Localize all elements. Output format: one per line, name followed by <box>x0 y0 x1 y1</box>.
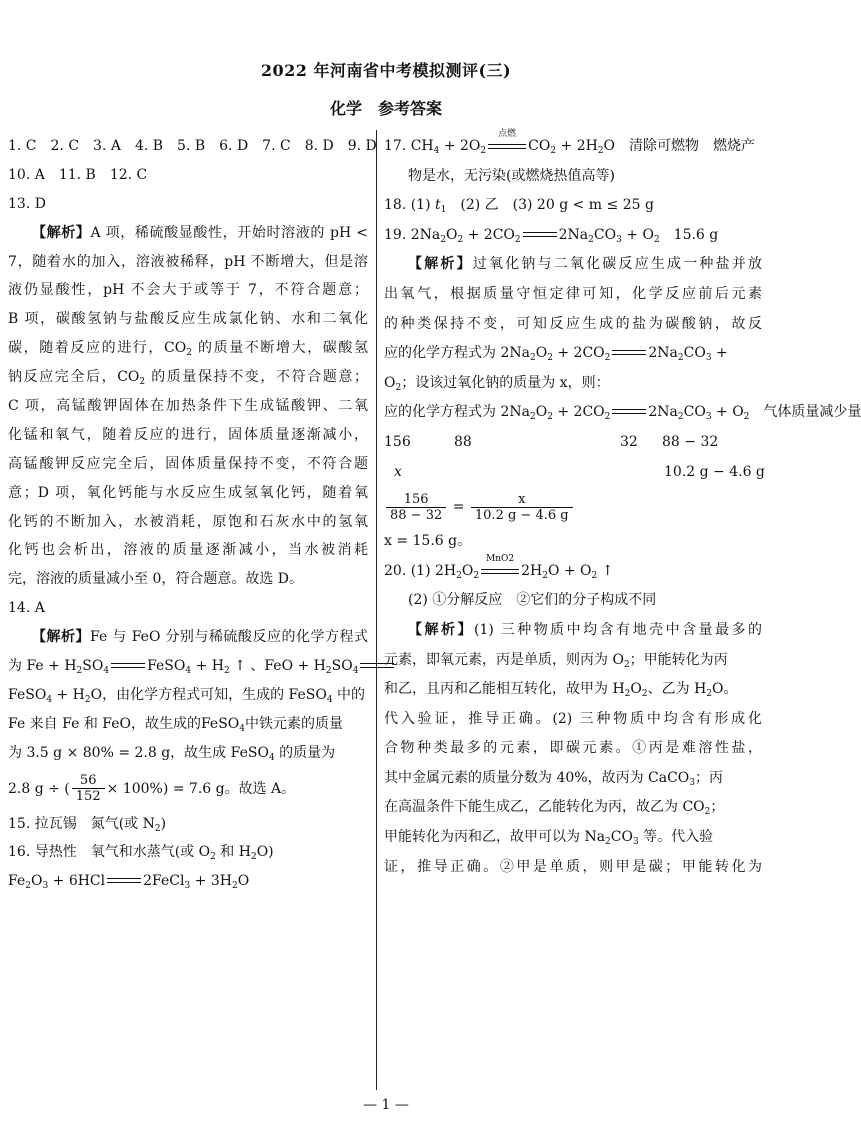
q13-analysis-line: 【解析】A 项，稀硫酸显酸性，开始时溶液的 pH < <box>32 224 368 241</box>
q13-analysis-line: B 项，碳酸氢钠与盐酸反应生成氯化钠、水和二氧化 <box>8 311 368 328</box>
q20-analysis-line: 和乙，且丙和乙能相互转化，故甲为 $H_2O_2$、乙为 $H_2O$。 <box>384 681 738 700</box>
answer-18: 18. (1) $t_1$ (2) 乙 (3) 20 g < m ≤ 25 g <box>384 197 654 216</box>
q13-analysis-line: C 项，高锰酸钾固体在加热条件下生成锰酸钾、二氧 <box>8 398 368 415</box>
page-subtitle: 化学 参考答案 <box>329 99 442 118</box>
q19-proportion: $\frac{156}{88 - 32}$ = $\frac{x}{10.2 g - 4.6 g}$ <box>384 487 762 527</box>
reaction-arrow <box>612 407 646 417</box>
fraction: $\frac{x}{10.2 g - 4.6 g}$ <box>471 492 573 523</box>
q14-analysis-line: 为 $Fe + H_2SO_4$ FeSO$_4$ + $H_2$ ↑ 、FeO + $H_2SO_4$ <box>8 652 368 681</box>
q14-analysis-line: 2.8 g ÷ ( $\frac{56}{152}$ × 100%) = 7.6 g。故选 A。 <box>8 773 296 805</box>
q19-stoich-values: x 10.2 g − 4.6 g <box>394 463 765 480</box>
q13-analysis-line: 意；D 项，氧化钙能与水反应生成氢氧化钙，随着氧 <box>8 484 368 501</box>
q13-analysis-line: 钠反应完全后，$CO_2$ 的质量保持不变，不符合题意； <box>8 369 368 388</box>
q19-equation-line: 应的化学方程式为 $2Na_2O_2 + 2CO_2$ $2Na_2CO_3 + O_2$ 气体质量减少量 <box>384 404 861 423</box>
answer-15: 15. 拉瓦锡 氮气(或 $N_2$) <box>8 815 167 834</box>
q20-analysis-line: 在高温条件下能生成乙，乙能转化为丙，故乙为 $CO_2$； <box>384 799 725 818</box>
answer-20-1: 20. (1) $2H_2O_2$ MnO2 $2H_2O + O_2$ ↑ <box>384 553 614 581</box>
answer-16: 16. 导热性 氧气和水蒸气(或 $O_2$ 和 $H_2O$) <box>8 844 274 863</box>
q20-analysis-line: 证，推导正确。②甲是单质，则甲是碳；甲能转化为 <box>384 858 762 875</box>
q19-analysis-line: 应的化学方程式为 $2Na_2O_2 + 2CO_2$ $2Na_2CO_3$ + <box>384 345 728 364</box>
left-column <box>8 132 377 896</box>
q19-analysis-line: 的种类保持不变，可知反应生成的盐为碳酸钠，故反 <box>384 315 762 332</box>
analysis-tag: 【解析】 <box>408 621 474 638</box>
reaction-arrow <box>612 348 646 358</box>
answer-17-line: 物是水，无污染(或燃烧热值高等) <box>408 167 615 184</box>
right-column <box>384 129 861 882</box>
q20-analysis-line: 元素，即氧元素，丙是单质，则丙为 $O_2$；甲能转化为丙 <box>384 651 728 670</box>
answers-10-12: 10. A 11. B 12. C <box>8 166 148 183</box>
q14-analysis-line: 为 3.5 g × 80% = 2.8 g，故生成 FeSO$_4$ 的质量为 <box>8 744 336 763</box>
q20-analysis-line: 代入验证，推导正确。(2) 三种物质中均含有形成化 <box>384 710 762 727</box>
q13-analysis-line: 化锰和氧气，随着反应的进行，固体质量逐渐减小， <box>8 426 368 443</box>
analysis-tag: 【解析】 <box>32 224 91 241</box>
q19-analysis-line: 出氧气，根据质量守恒定律可知，化学反应前后元素 <box>384 285 762 302</box>
q13-analysis-line: 化钙的不断加入，水被消耗，原饱和石灰水中的氢氧 <box>8 513 368 530</box>
q20-analysis-line: 合物种类最多的元素，即碳元素。①丙是难溶性盐， <box>384 740 762 757</box>
answer-20-2: (2) ①分解反应 ②它们的分子构成不同 <box>408 592 657 609</box>
column-divider <box>376 130 377 1090</box>
answers-1-9: 1. C 2. C 3. A 4. B 5. B 6. D 7. C 8. D 9. D <box>8 138 377 154</box>
answer-19: 19. $2Na_2O_2 + 2CO_2$ $2Na_2CO_3 + O_2$ 15.6 g <box>384 226 719 245</box>
q13-analysis-line: 化钙也会析出，溶液的质量逐渐减小，当水被消耗 <box>8 542 368 559</box>
analysis-tag: 【解析】 <box>32 629 91 646</box>
q14-analysis-line: FeSO$_4$ + $H_2O$，由化学方程式可知，生成的 FeSO$_4$ 中的 <box>8 686 366 705</box>
page-title: 2022 年河南省中考模拟测评(三) <box>260 61 512 80</box>
q13-analysis-line: 液仍显酸性，pH 不会大于或等于 7，不符合题意； <box>8 282 368 299</box>
q20-analysis-line: 【解析】(1) 三种物质中均含有地壳中含量最多的 <box>408 621 763 638</box>
reaction-arrow <box>111 661 145 671</box>
reaction-arrow <box>107 876 141 886</box>
page-number: — 1 — <box>363 1097 409 1113</box>
q19-result: x = 15.6 g。 <box>384 533 472 550</box>
q14-analysis-line: Fe 来自 Fe 和 FeO，故生成的FeSO$_4$中铁元素的质量 <box>8 715 344 734</box>
q13-analysis-line: 碳，随着反应的进行，$CO_2$ 的质量不断增大，碳酸氢 <box>8 340 368 359</box>
reaction-arrow-condition: 点燃 <box>488 141 526 151</box>
fraction: $\frac{156}{88 - 32}$ <box>386 492 446 523</box>
q20-analysis-line: 甲能转化为丙和乙，故甲可以为 $Na_2CO_3$ 等。代入验 <box>384 829 714 848</box>
reaction-arrow <box>523 230 557 240</box>
q19-stoich-ratios: 156 88 32 88 − 32 <box>384 433 719 450</box>
answer-13: 13. D <box>8 195 46 212</box>
q13-analysis-line: 7，随着水的加入，溶液被稀释，pH 不断增大，但是溶 <box>8 253 368 270</box>
q19-analysis-line: 【解析】过氧化钠与二氧化碳反应生成一种盐并放 <box>408 256 763 273</box>
fraction: $\frac{56}{152}$ <box>72 773 105 804</box>
answer-16-equation: $Fe_2O_3 + 6HCl$ 2FeCl$_3$ + $3H_2O$ <box>8 873 250 892</box>
answer-17: 17. $CH_4 + 2O_2$ 点燃 $CO_2 + 2H_2O$ 清除可燃物 燃烧产 <box>384 129 756 156</box>
q20-analysis-line: 其中金属元素的质量分数为 40%，故丙为 CaCO$_3$；丙 <box>384 769 723 788</box>
q14-analysis-line: 【解析】Fe 与 FeO 分别与稀硫酸反应的化学方程式 <box>32 629 369 646</box>
reaction-arrow-condition: MnO2 <box>481 566 519 576</box>
q19-analysis-line: $O_2$；设该过氧化钠的质量为 x，则： <box>384 374 610 393</box>
q13-analysis-line: 完，溶液的质量减小至 0，符合题意。故选 D。 <box>8 571 304 588</box>
answer-14: 14. A <box>8 600 45 617</box>
analysis-tag: 【解析】 <box>408 256 473 273</box>
q13-analysis-line: 高锰酸钾反应完全后，固体质量保持不变，不符合题 <box>8 455 368 472</box>
